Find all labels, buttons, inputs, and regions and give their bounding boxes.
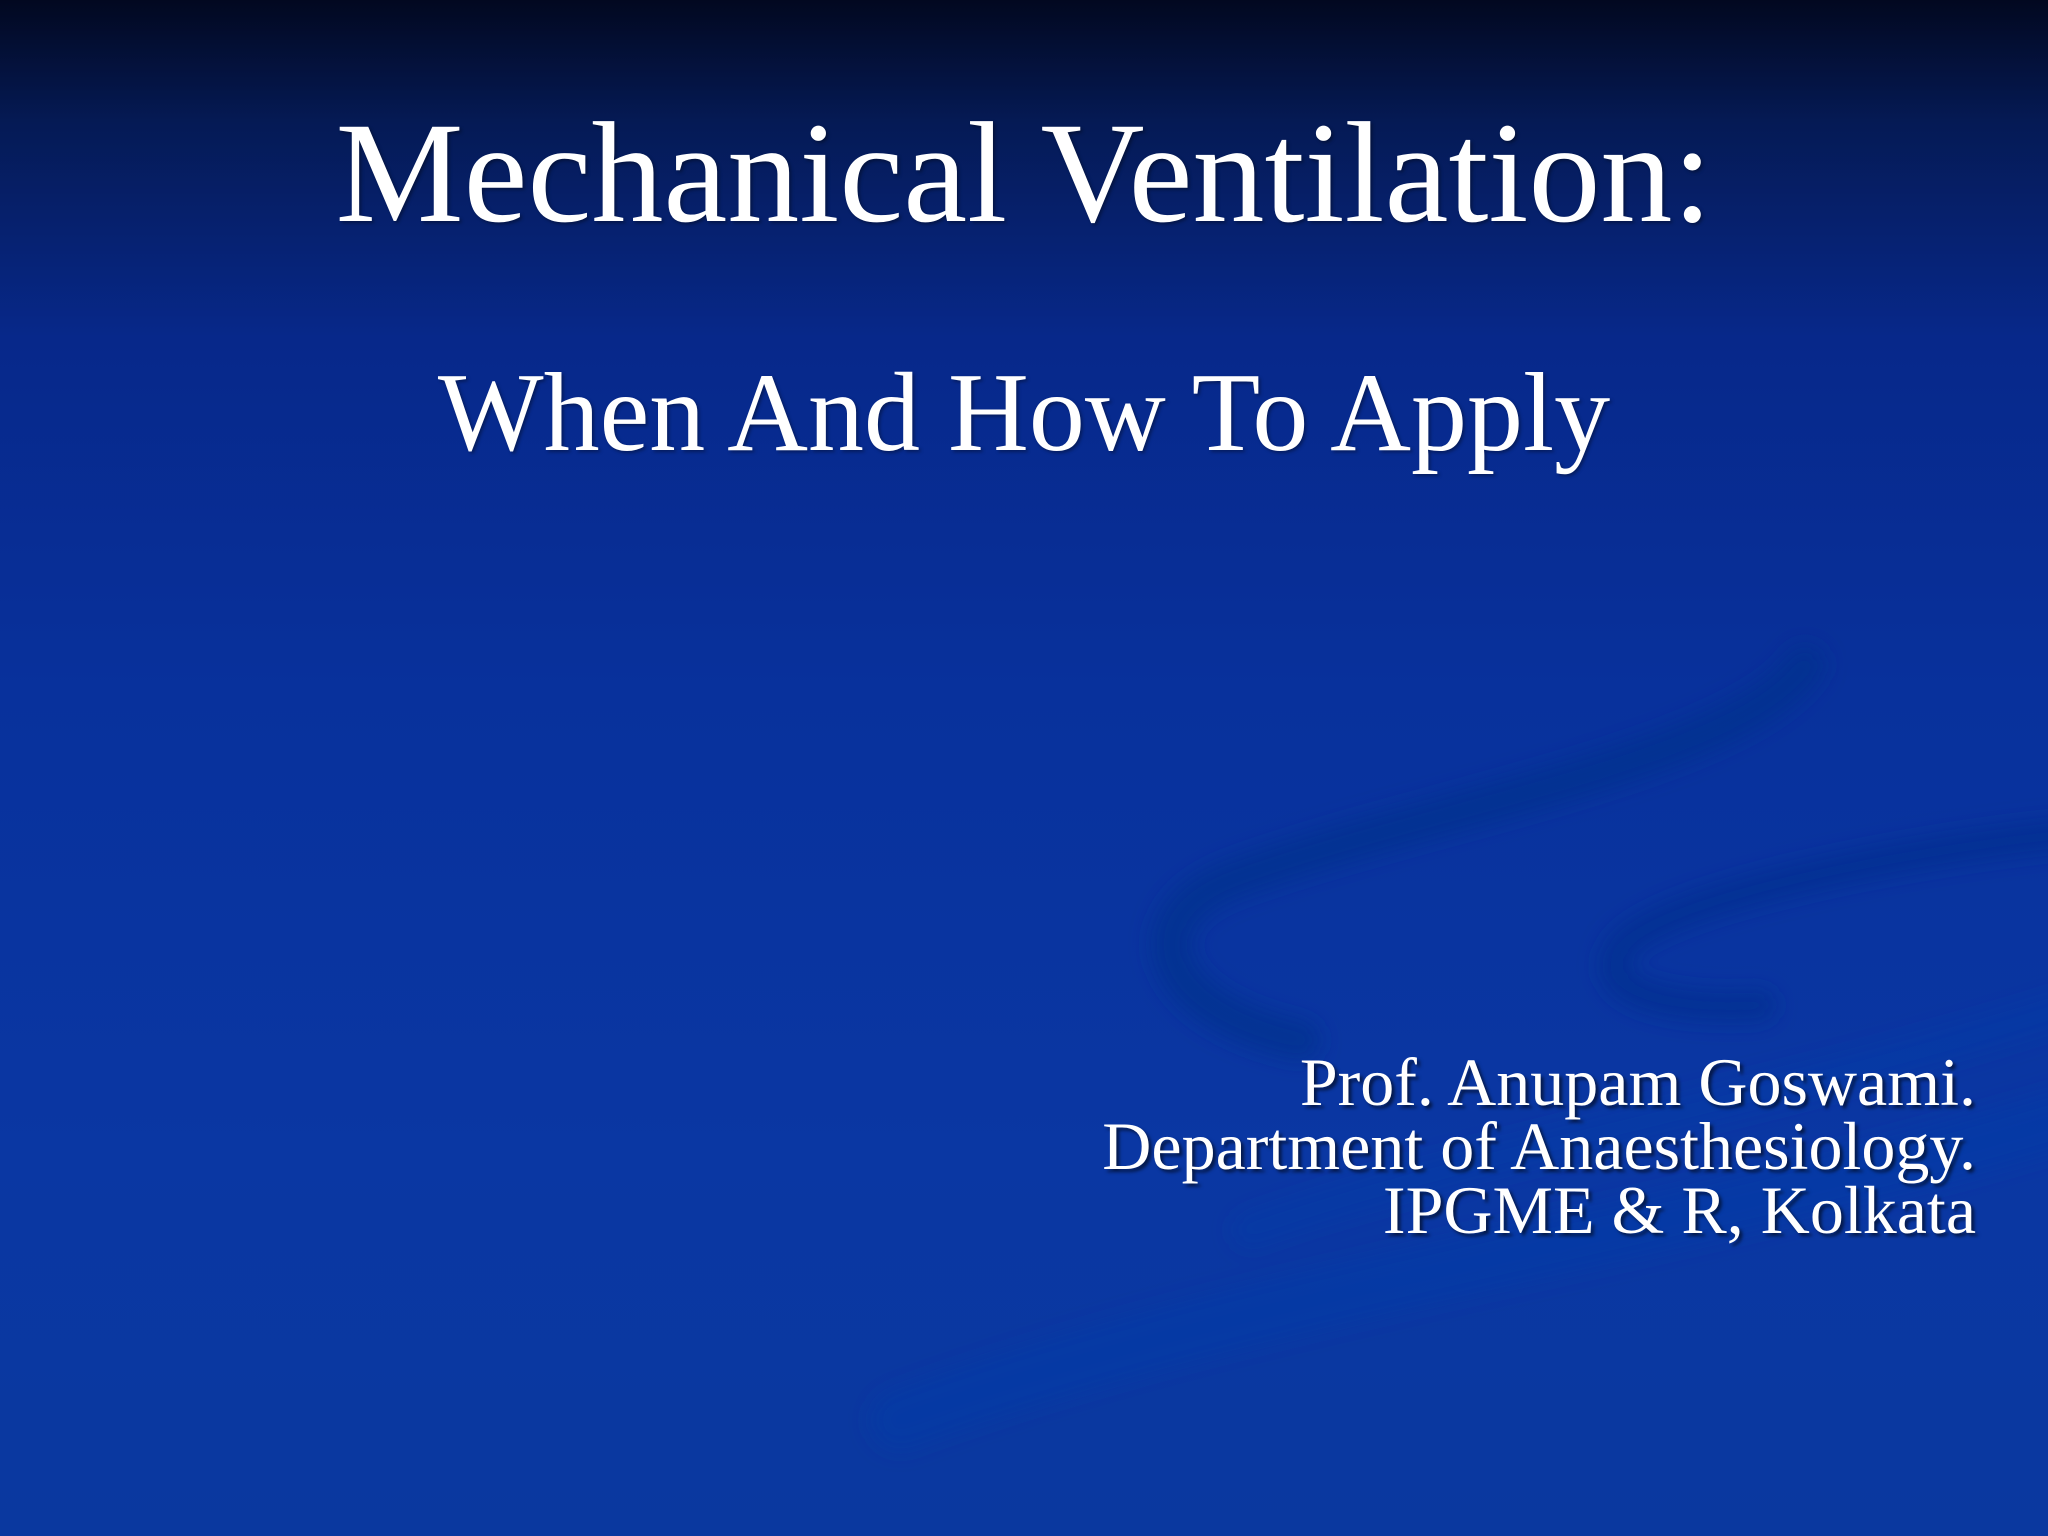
slide-subtitle: When And How To Apply <box>437 351 1611 475</box>
author-institution: IPGME & R, Kolkata <box>1382 1172 1976 1248</box>
author-department: Department of Anaesthesiology. <box>1102 1108 1976 1184</box>
author-name: Prof. Anupam Goswami. <box>1299 1044 1976 1120</box>
author-block <box>1102 1044 1976 1248</box>
slide-title: Mechanical Ventilation: <box>335 94 1713 253</box>
